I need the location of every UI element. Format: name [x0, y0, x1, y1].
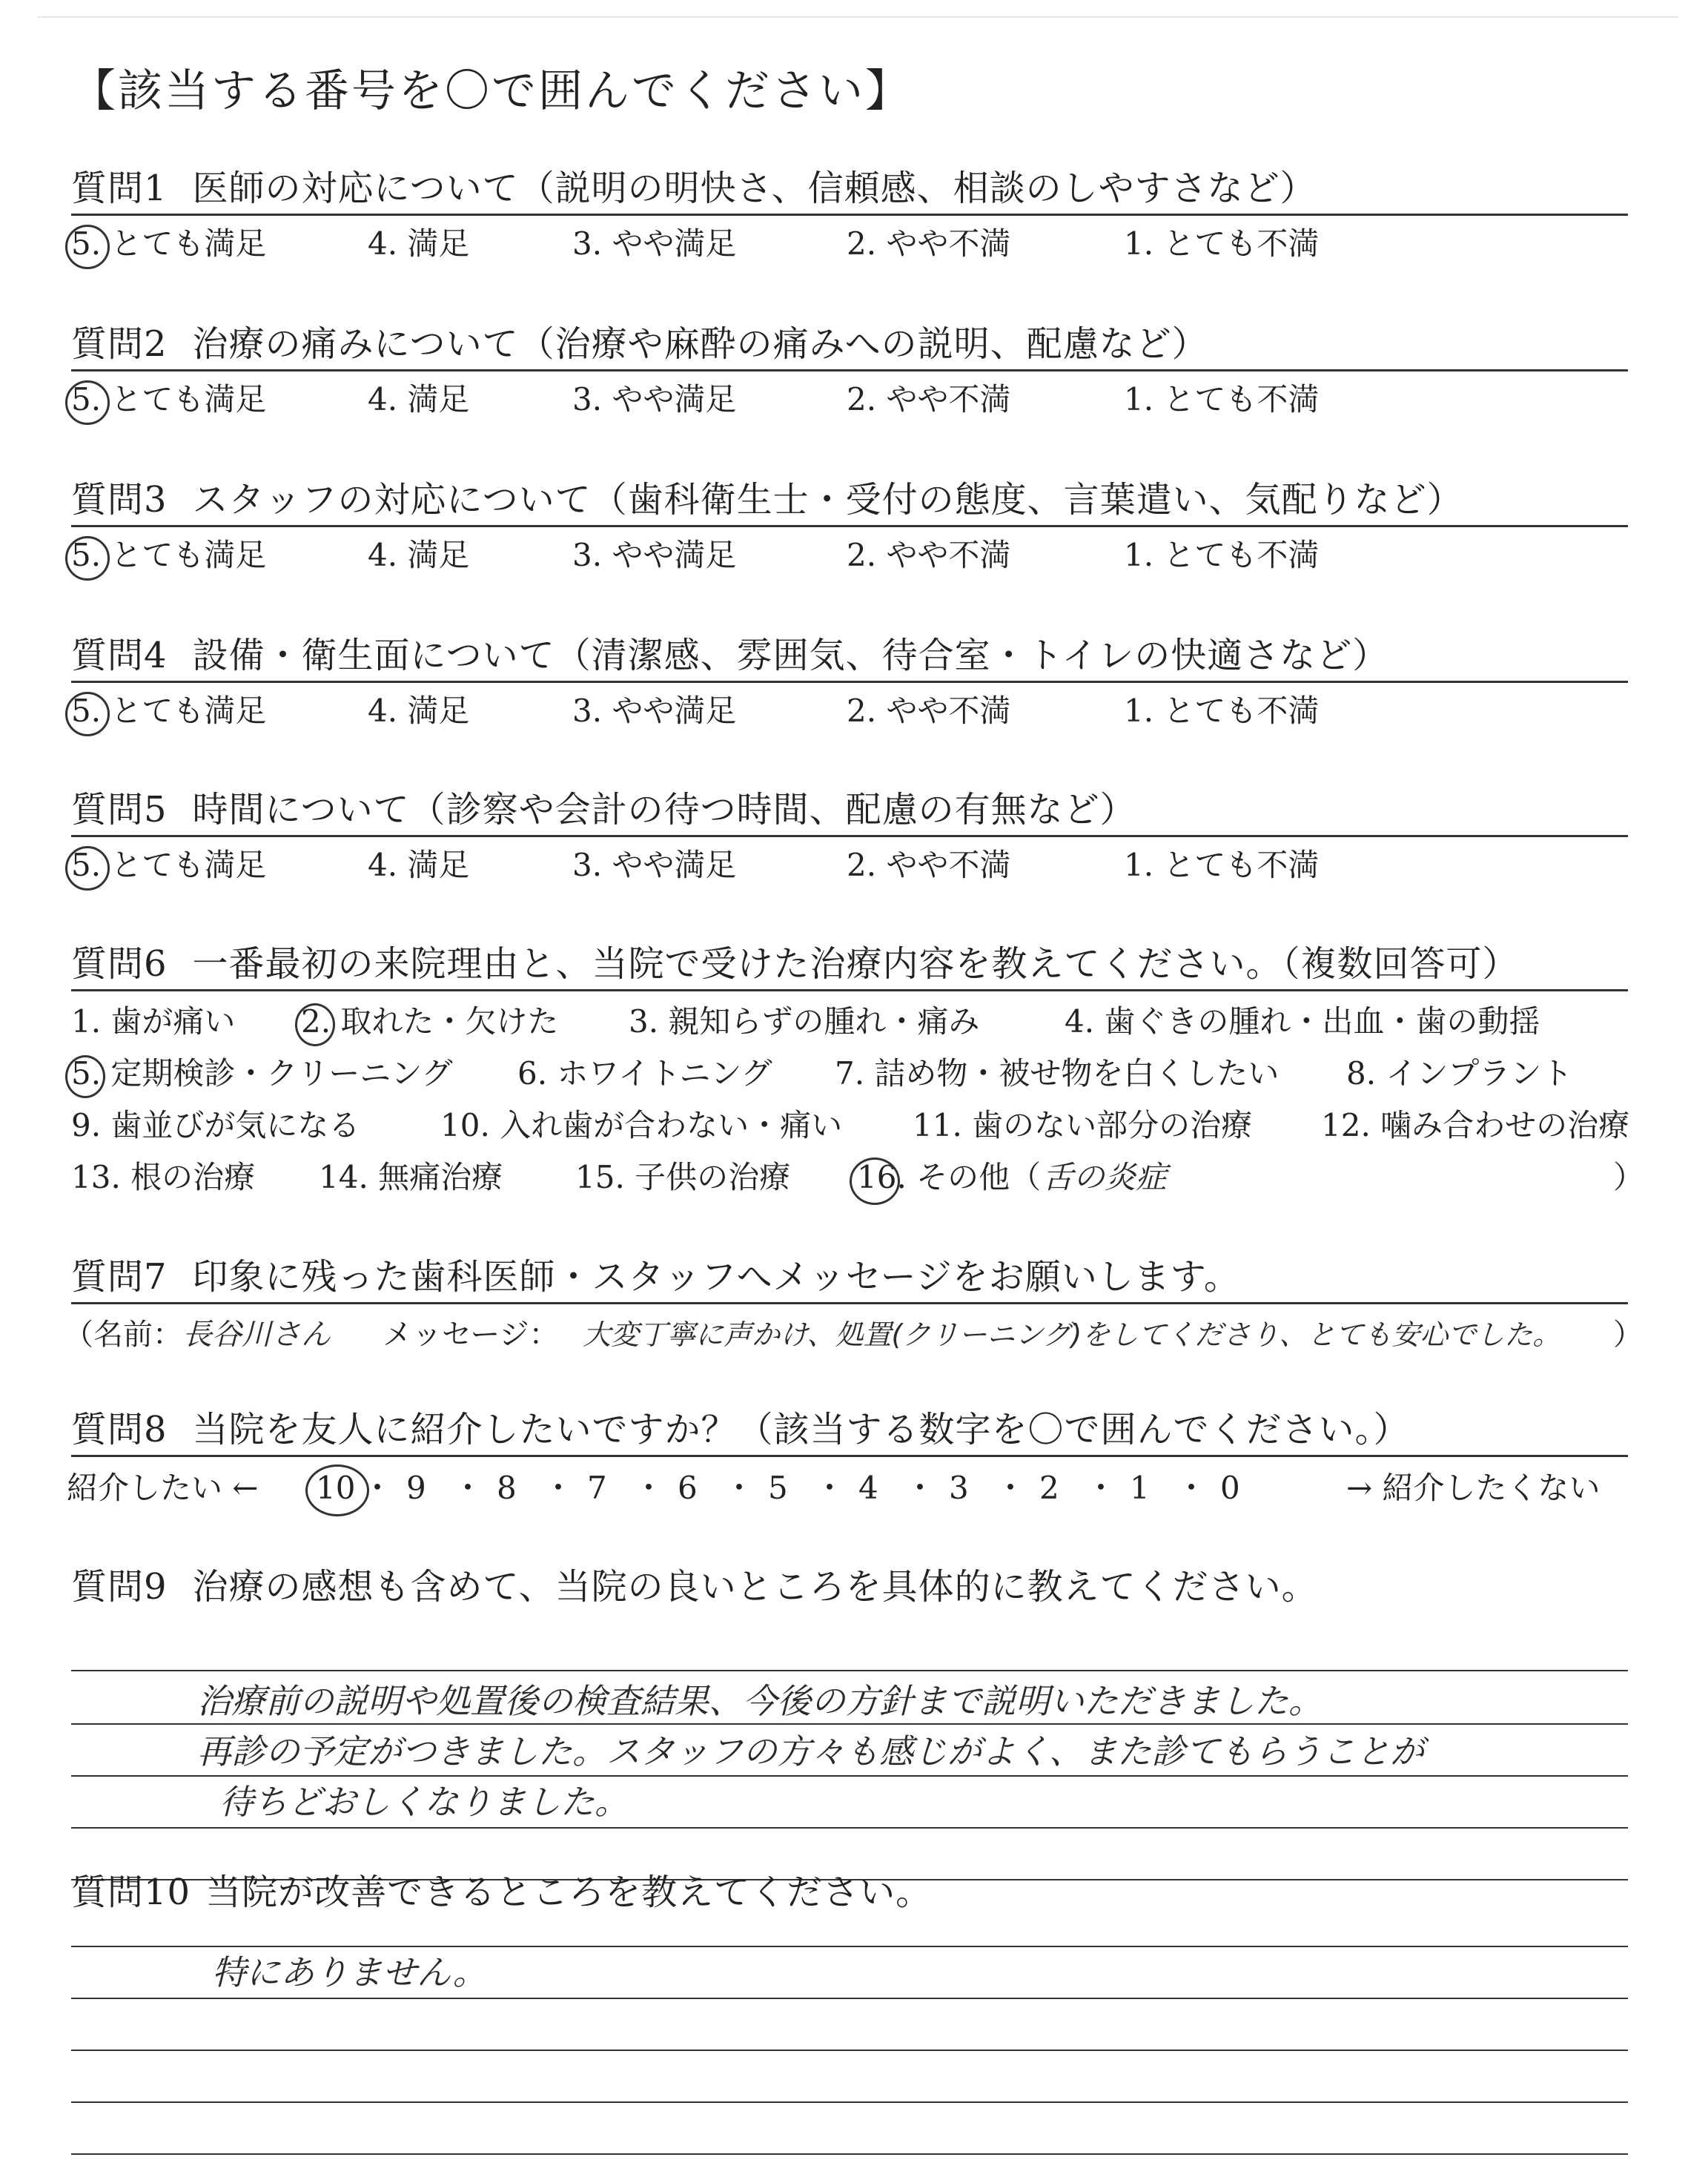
- rating-option-3[interactable]: 3. やや満足: [572, 693, 737, 729]
- other-close-paren: ）: [1613, 1159, 1645, 1195]
- message-line: [64, 1309, 1643, 1361]
- question-8: [67, 1406, 1628, 1515]
- answer-rule: [71, 2101, 1628, 2103]
- question-text: 設備・衛生面について（清潔感、雰囲気、待合室・トイレの快適さなど）: [192, 635, 1389, 676]
- question-title: [71, 940, 1628, 988]
- rating-option-2[interactable]: 2. やや不満: [847, 537, 1011, 573]
- scale-separator: ・: [724, 1470, 755, 1506]
- rating-option-1[interactable]: 1. とても不満: [1124, 537, 1320, 573]
- reason-option-6[interactable]: 6. ホワイトニング: [517, 1055, 772, 1092]
- question-title: [71, 320, 1628, 368]
- reason-option-11[interactable]: 11. 歯のない部分の治療: [913, 1107, 1253, 1143]
- rating-option-4[interactable]: 4. 満足: [368, 381, 470, 417]
- question-title: [71, 1869, 1628, 1916]
- question-6: [71, 940, 1645, 1203]
- answer-line-2[interactable]: 再診の予定がつきました。スタッフの方々も感じがよく、また診てもらうことが: [197, 1731, 1425, 1771]
- scale-value-7[interactable]: 7: [587, 1470, 607, 1506]
- rating-option-4[interactable]: 4. 満足: [368, 225, 470, 262]
- question-5: [71, 786, 1628, 888]
- scale-value-1[interactable]: 1: [1130, 1470, 1150, 1506]
- scale-value-8[interactable]: 8: [497, 1470, 517, 1506]
- scale-separator: ・: [904, 1470, 936, 1506]
- reason-option-8[interactable]: 8. インプラント: [1346, 1055, 1573, 1092]
- question-number: 質問3: [71, 479, 168, 521]
- scale-separator: ・: [1085, 1470, 1117, 1506]
- question-title: [71, 632, 1628, 679]
- scale-value-10[interactable]: 10: [316, 1470, 356, 1506]
- reason-option-7[interactable]: 7. 詰め物・被せ物を白くしたい: [835, 1055, 1280, 1092]
- question-title: [71, 1253, 1628, 1301]
- recommend-scale: [67, 1462, 1628, 1515]
- question-number: 質問9: [71, 1566, 168, 1608]
- scale-separator: ・: [362, 1470, 394, 1506]
- question-rule: [71, 989, 1628, 991]
- message-value[interactable]: 大変丁寧に声かけ、処置(クリーニング)をしてくださり、とても安心でした。: [583, 1318, 1561, 1351]
- answer-rule: [71, 2050, 1628, 2051]
- rating-option-2[interactable]: 2. やや不満: [847, 847, 1011, 883]
- reason-option-9[interactable]: 9. 歯並びが気になる: [71, 1107, 360, 1143]
- question-text: 治療の痛みについて（治療や麻酔の痛みへの説明、配慮など）: [192, 323, 1208, 365]
- reason-options-grid: [71, 996, 1645, 1203]
- question-text: 時間について（診察や会計の待つ時間、配慮の有無など）: [192, 789, 1136, 830]
- question-text: 当院を友人に紹介したいですか？（該当する数字を〇で囲んでください。）: [192, 1409, 1410, 1450]
- question-rule: [71, 369, 1628, 371]
- reason-option-16[interactable]: 16. その他（: [857, 1159, 1042, 1195]
- question-2: [71, 320, 1628, 422]
- question-title: [71, 1406, 1628, 1453]
- scale-value-3[interactable]: 3: [949, 1470, 969, 1506]
- rating-choices: [71, 533, 1628, 578]
- answer-line-3[interactable]: 待ちどおしくなりました。: [219, 1782, 629, 1822]
- question-title: [71, 165, 1628, 212]
- scale-value-4[interactable]: 4: [858, 1470, 878, 1506]
- reason-option-10[interactable]: 10. 入れ歯が合わない・痛い: [440, 1107, 843, 1143]
- rating-option-4[interactable]: 4. 満足: [368, 537, 470, 573]
- question-number: 質問7: [71, 1256, 168, 1298]
- name-label: （名前：: [64, 1318, 182, 1352]
- question-rule: [71, 835, 1628, 837]
- rating-option-1[interactable]: 1. とても不満: [1124, 847, 1320, 883]
- question-title: [71, 1563, 1628, 1611]
- reason-option-2[interactable]: 2. 取れた・欠けた: [301, 1003, 559, 1040]
- reason-option-12[interactable]: 12. 噛み合わせの治療: [1321, 1107, 1630, 1143]
- scale-value-5[interactable]: 5: [768, 1470, 788, 1506]
- rating-option-3[interactable]: 3. やや満足: [572, 847, 737, 883]
- question-7: [64, 1253, 1643, 1361]
- top-rule: [37, 16, 1678, 18]
- scale-left-label: 紹介したい ←: [67, 1470, 259, 1506]
- scale-separator: ・: [452, 1470, 484, 1506]
- question-title: [71, 786, 1628, 833]
- message-close-paren: ）: [1613, 1318, 1643, 1352]
- answer-line-1[interactable]: 治療前の説明や処置後の検査結果、今後の方針まで説明いただきました。: [197, 1681, 1323, 1721]
- name-value[interactable]: 長谷川さん: [182, 1318, 331, 1352]
- question-number: 質問5: [71, 789, 168, 830]
- scale-right-label: → 紹介したくない: [1346, 1470, 1601, 1506]
- reason-option-14[interactable]: 14. 無痛治療: [319, 1159, 503, 1195]
- rating-choices: [71, 843, 1628, 888]
- question-number: 質問1: [71, 168, 168, 209]
- question-rule: [71, 525, 1628, 527]
- answer-rule: [71, 1946, 1628, 1947]
- reason-option-5[interactable]: 5. 定期検診・クリーニング: [71, 1055, 453, 1092]
- rating-choices: [71, 222, 1628, 266]
- question-text: 当院が改善できるところを教えてください。: [205, 1872, 933, 1913]
- question-rule: [71, 214, 1628, 216]
- question-rule: [71, 1302, 1628, 1304]
- rating-option-2[interactable]: 2. やや不満: [847, 225, 1011, 262]
- reason-option-15[interactable]: 15. 子供の治療: [575, 1159, 791, 1195]
- question-10: [71, 1869, 1628, 2183]
- scale-separator: ・: [814, 1470, 846, 1506]
- rating-option-5[interactable]: 5. とても満足: [71, 225, 267, 262]
- question-3: [71, 476, 1628, 578]
- rating-option-5[interactable]: 5. とても満足: [71, 693, 267, 729]
- other-handwritten-text: 舌の炎症: [1042, 1159, 1168, 1195]
- rating-option-1[interactable]: 1. とても不満: [1124, 225, 1320, 262]
- question-number: 質問6: [71, 943, 168, 985]
- rating-option-5[interactable]: 5. とても満足: [71, 847, 267, 883]
- scale-separator: ・: [995, 1470, 1027, 1506]
- scale-value-9[interactable]: 9: [406, 1470, 426, 1506]
- question-text: 一番最初の来院理由と、当院で受けた治療内容を教えてください。（複数回答可）: [192, 943, 1519, 985]
- rating-option-3[interactable]: 3. やや満足: [572, 381, 737, 417]
- message-label: メッセージ：: [383, 1318, 559, 1352]
- rating-choices: [71, 689, 1628, 733]
- question-number: 質問2: [71, 323, 168, 365]
- rating-option-5[interactable]: 5. とても満足: [71, 381, 267, 417]
- scale-value-2[interactable]: 2: [1039, 1470, 1059, 1506]
- answer-rule: [71, 2153, 1628, 2155]
- scale-separator: ・: [633, 1470, 665, 1506]
- scale-separator: ・: [1176, 1470, 1208, 1506]
- question-text: 医師の対応について（説明の明快さ、信頼感、相談のしやすさなど）: [192, 168, 1317, 209]
- question-number: 質問4: [71, 635, 168, 676]
- reason-option-1[interactable]: 1. 歯が痛い: [71, 1003, 236, 1040]
- question-title: [71, 476, 1628, 524]
- answer-lines: [71, 1611, 1628, 1892]
- question-1: [71, 165, 1628, 266]
- instruction-heading: 【該当する番号を〇で囲んでください】: [71, 65, 912, 117]
- rating-choices: [71, 377, 1628, 422]
- question-text: スタッフの対応について（歯科衛生士・受付の態度、言葉遣い、気配りなど）: [192, 479, 1463, 521]
- question-rule: [71, 1455, 1628, 1457]
- reason-option-3[interactable]: 3. 親知らずの腫れ・痛み: [629, 1003, 980, 1040]
- answer-lines: [71, 1916, 1628, 2183]
- rating-option-4[interactable]: 4. 満足: [368, 847, 470, 883]
- answer-rule: [71, 1723, 1628, 1725]
- scale-separator: ・: [543, 1470, 575, 1506]
- answer-rule: [71, 1998, 1628, 1999]
- rating-option-4[interactable]: 4. 満足: [368, 693, 470, 729]
- question-rule: [71, 681, 1628, 683]
- answer-rule: [71, 1827, 1628, 1829]
- rating-option-3[interactable]: 3. やや満足: [572, 225, 737, 262]
- question-text: 治療の感想も含めて、当院の良いところを具体的に教えてください。: [192, 1566, 1318, 1608]
- reason-option-13[interactable]: 13. 根の治療: [71, 1159, 256, 1195]
- answer-rule: [71, 1670, 1628, 1671]
- answer-line-1[interactable]: 特にありません。: [212, 1952, 487, 1992]
- rating-option-2[interactable]: 2. やや不満: [847, 381, 1011, 417]
- rating-option-1[interactable]: 1. とても不満: [1124, 693, 1320, 729]
- scale-value-6[interactable]: 6: [678, 1470, 698, 1506]
- question-number: 質問10: [71, 1872, 191, 1913]
- question-9: [71, 1563, 1628, 1892]
- scale-value-0[interactable]: 0: [1220, 1470, 1240, 1506]
- answer-rule: [71, 1775, 1628, 1777]
- rating-option-1[interactable]: 1. とても不満: [1124, 381, 1320, 417]
- rating-option-3[interactable]: 3. やや満足: [572, 537, 737, 573]
- rating-option-5[interactable]: 5. とても満足: [71, 537, 267, 573]
- question-text: 印象に残った歯科医師・スタッフへメッセージをお願いします。: [192, 1256, 1240, 1298]
- question-4: [71, 632, 1628, 733]
- rating-option-2[interactable]: 2. やや不満: [847, 693, 1011, 729]
- reason-option-4[interactable]: 4. 歯ぐきの腫れ・出血・歯の動揺: [1065, 1003, 1540, 1040]
- question-number: 質問8: [71, 1409, 168, 1450]
